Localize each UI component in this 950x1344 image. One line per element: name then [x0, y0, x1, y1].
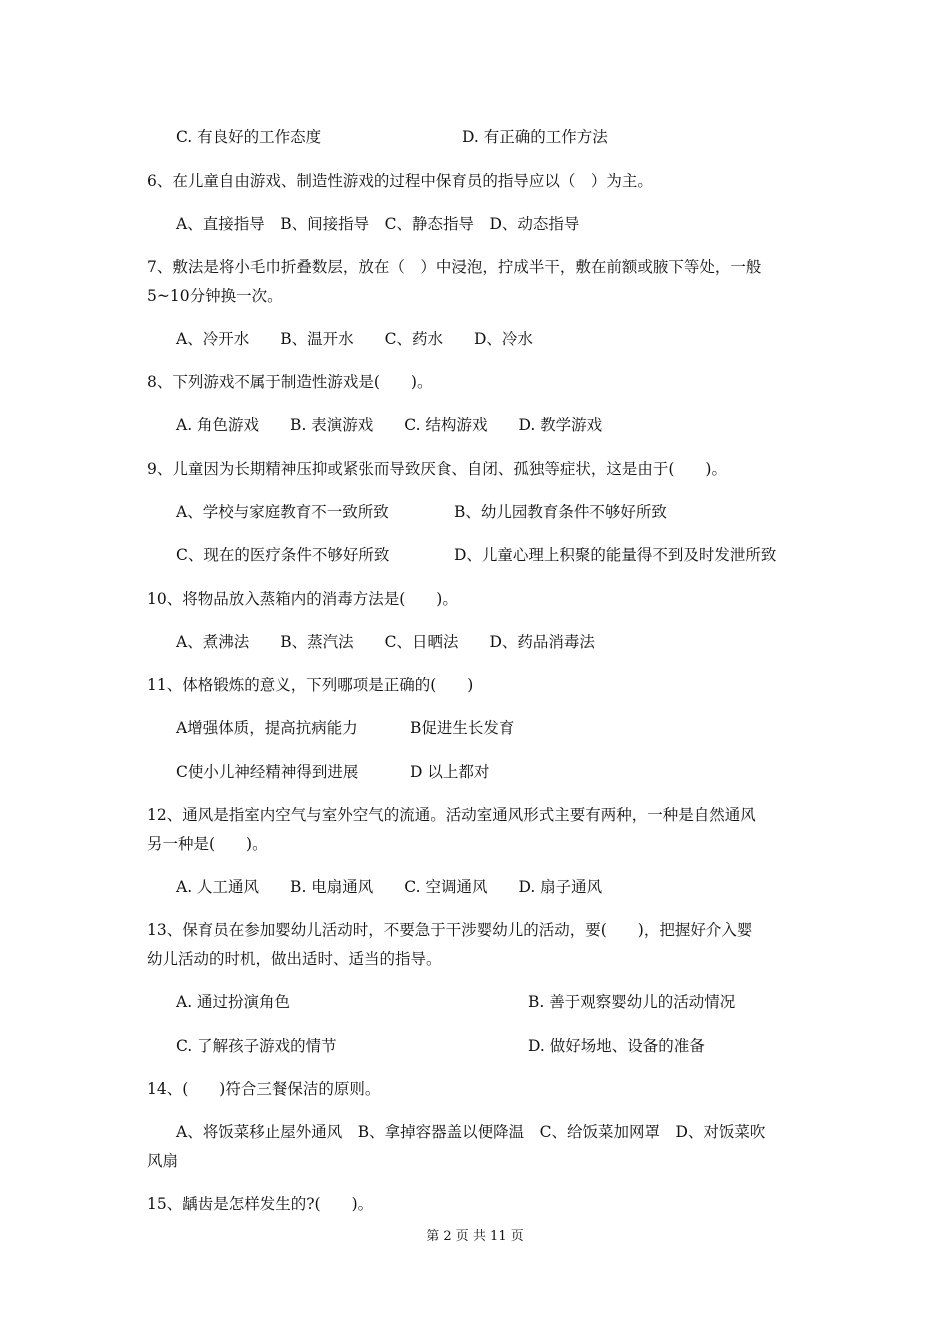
q12-options: A. 人工通风 B. 电扇通风 C. 空调通风 D. 扇子通风: [176, 878, 603, 896]
q13-option-d: D. 做好场地、设备的准备: [528, 1037, 705, 1055]
q14-options-line1: A、将饭菜移止屋外通风 B、拿掉容器盖以便降温 C、给饭菜加网罩 D、对饭菜吹: [176, 1123, 766, 1141]
q11-option-a: A增强体质，提高抗病能力: [176, 719, 358, 737]
q13-option-a: A. 通过扮演角色: [176, 993, 291, 1011]
q9-option-b: B、幼儿园教育条件不够好所致: [454, 503, 667, 521]
q13-option-c: C. 了解孩子游戏的情节: [176, 1037, 337, 1055]
q13-stem-line1: 13、保育员在参加婴幼儿活动时，不要急于干涉婴幼儿的活动，要( )，把握好介入婴: [147, 921, 753, 939]
q10-options: A、煮沸法 B、蒸汽法 C、日晒法 D、药品消毒法: [176, 633, 595, 651]
q15-stem: 15、龋齿是怎样发生的?( )。: [147, 1195, 374, 1213]
q7-options: A、冷开水 B、温开水 C、药水 D、冷水: [176, 330, 533, 348]
q11-option-c: C使小儿神经精神得到进展: [176, 763, 359, 781]
page-footer: 第 2 页 共 11 页: [426, 1229, 524, 1244]
q8-stem: 8、下列游戏不属于制造性游戏是( )。: [147, 373, 433, 391]
q6-stem: 6、在儿童自由游戏、制造性游戏的过程中保育员的指导应以（ ）为主。: [147, 172, 653, 190]
q8-options: A. 角色游戏 B. 表演游戏 C. 结构游戏 D. 教学游戏: [176, 416, 603, 434]
q9-stem: 9、儿童因为长期精神压抑或紧张而导致厌食、自闭、孤独等症状，这是由于( )。: [147, 460, 727, 478]
q11-option-b: B促进生长发育: [410, 719, 515, 737]
q12-stem-line2: 另一种是( )。: [147, 835, 268, 853]
q10-stem: 10、将物品放入蒸箱内的消毒方法是( )。: [147, 590, 458, 608]
q9-option-c: C、现在的医疗条件不够好所致: [176, 546, 390, 564]
q9-option-d: D、儿童心理上积聚的能量得不到及时发泄所致: [454, 546, 777, 564]
q5-option-d: D. 有正确的工作方法: [462, 128, 608, 146]
q11-stem: 11、体格锻炼的意义，下列哪项是正确的( ): [147, 676, 474, 694]
q13-stem-line2: 幼儿活动的时机，做出适时、适当的指导。: [147, 950, 442, 968]
q11-option-d: D 以上都对: [410, 763, 490, 781]
q14-stem: 14、( )符合三餐保洁的原则。: [147, 1080, 381, 1098]
q7-stem-line1: 7、敷法是将小毛巾折叠数层，放在（ ）中浸泡，拧成半干，敷在前额或腋下等处，一般: [147, 258, 762, 276]
q6-options: A、直接指导 B、间接指导 C、静态指导 D、动态指导: [176, 215, 580, 233]
q12-stem-line1: 12、通风是指室内空气与室外空气的流通。活动室通风形式主要有两种，一种是自然通风: [147, 806, 756, 824]
q14-options-line2: 风扇: [147, 1152, 179, 1170]
q7-stem-line2: 5~10分钟换一次。: [147, 287, 283, 305]
q5-option-c: C. 有良好的工作态度: [176, 128, 322, 146]
q13-option-b: B. 善于观察婴幼儿的活动情况: [528, 993, 736, 1011]
q9-option-a: A、学校与家庭教育不一致所致: [176, 503, 389, 521]
